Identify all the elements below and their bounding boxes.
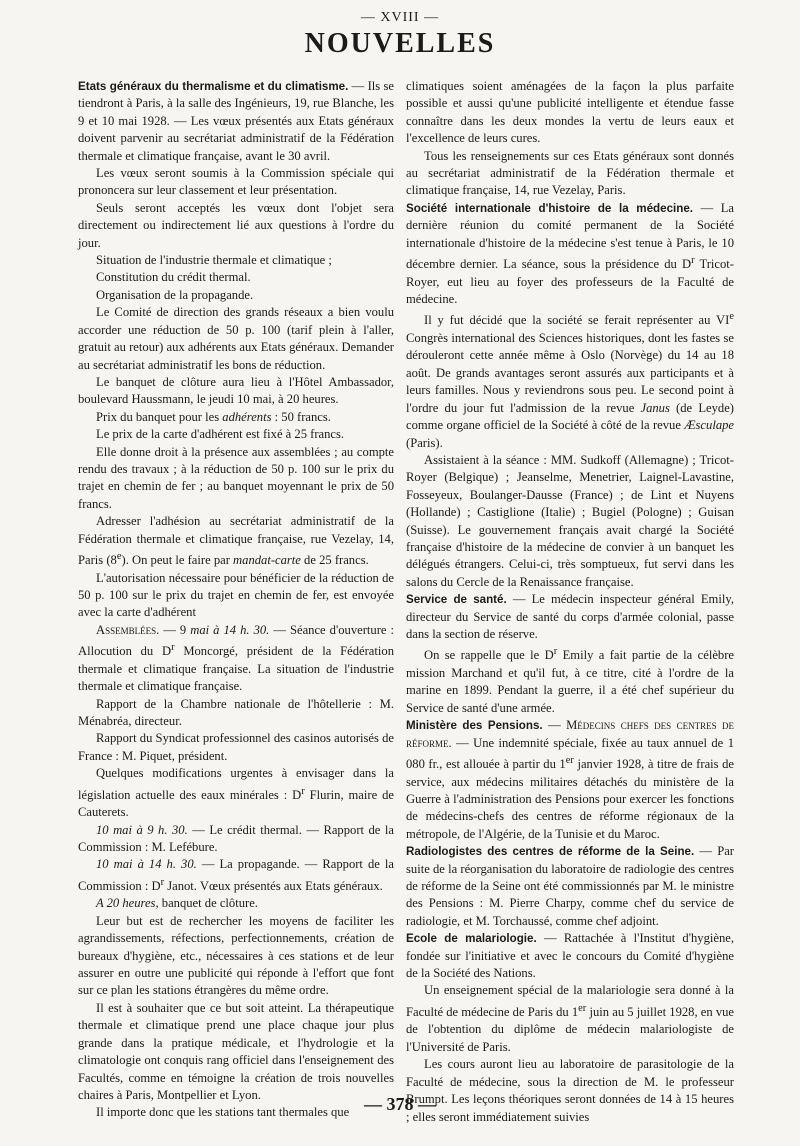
paragraph xyxy=(406,717,734,843)
text: — Le crédit thermal. — Rapport de la Commission : M. Lefébure. xyxy=(78,822,394,855)
text: Il y fut décidé que la société se ferait représenter au VI xyxy=(424,313,730,328)
paragraph: Seuls seront acceptés les vœux dont l'objet sera directement ou indirectement lié aux questions à l'ordre du jour. xyxy=(78,200,394,250)
text: Emily a fait partie de la célèbre mission Marchand et qu'il fut, à ce titre, cité à l'ordre de la marine en 1899. Pendant la guerre, il a été chef supérieur du Service de santé d'une armée. xyxy=(406,648,735,715)
agenda-item: Situation de l'industrie thermale et climatique ; xyxy=(96,253,332,268)
paragraph: Il est à souhaiter que ce but soit atteint. La thérapeutique thermale et climatique prend une place chaque jour plus grande dans la pratique médicale, et l'hydrologie et la climatologie ont conquis rang officiel dans l'enseignement des Facultés, comme en témoigne la création de trois nouvelles chaires à Paris, Montpellier et Lyon. xyxy=(78,1000,394,1102)
emphasis: A 20 heures, xyxy=(96,896,159,911)
paragraph: Tous les renseignements sur ces Etats généraux sont donnés au secrétariat administratif de la Fédération thermale et climatique française, 14, rue Vezelay, Paris. xyxy=(406,148,734,198)
emphasis: mandat-carte xyxy=(233,553,301,568)
emphasis: 10 mai à 14 h. 30. xyxy=(96,857,197,872)
section-title: Société internationale d'histoire de la médecine. xyxy=(406,201,694,215)
paragraph: Elle donne droit à la présence aux assemblées ; au compte rendu des travaux ; à la réduction de 50 p. 100 sur le prix du trajet en chemin de fer ; au banquet moyennant le prix de 50 francs. xyxy=(78,444,394,511)
paragraph: Rapport du Syndicat professionnel des casinos autorisés de France : M. Piquet, président. xyxy=(78,731,394,763)
paragraph xyxy=(406,843,734,930)
section-title: Ecole de malariologie. xyxy=(406,932,537,946)
paragraph: Le prix de la carte d'adhérent est fixé à 25 francs. xyxy=(96,427,345,442)
agenda-item: Organisation de la propagande. xyxy=(96,287,254,302)
superscript: er xyxy=(578,1002,587,1014)
paragraph-text: — Ils se tiendront à Paris, à la salle des Ingénieurs, 19, rue Blanche, les 9 et 10 mai 1928. — Les vœux présentés aux Etats généraux doivent parvenir au secrétariat administratif de la Fédération thermale et climatique française, avant le 30 avril. xyxy=(78,79,394,163)
right-column xyxy=(406,78,734,1126)
paragraph xyxy=(78,895,394,912)
small-caps-label: Médecins chefs des centres de réforme. xyxy=(406,718,735,750)
text: — La dernière réunion du comité permanent de la Société internationale d'histoire de la médecine s'est tenue à Paris, le 10 décembre dernier. La séance, sous la présidence du D xyxy=(406,200,734,272)
superscript: r xyxy=(553,646,558,658)
paragraph: Le banquet de clôture aura lieu à l'Hôtel Ambassador, boulevard Haussmann, le jeudi 10 mai, à 20 heures. xyxy=(78,374,394,407)
text: Janot. Vœux présentés aux Etats généraux. xyxy=(164,879,383,894)
text: : 50 francs. xyxy=(271,409,331,424)
small-caps-label: Assemblées. xyxy=(96,622,160,637)
text: — Séance d'ouverture : Allocution du D xyxy=(78,622,395,659)
text: Congrès international des Sciences historiques, dont les fastes se dérouleront cette année même à Oslo (Norvège) du 14 au 18 août. De grands avantages seront assurés aux participants et à leurs familles. Nous y reviendrons sous peu. Le second point à l'ordre du jour fut l'admission de la revue xyxy=(406,331,734,415)
text: Moncorgé, président de la Fédération thermale et climatique française. La situation de l'industrie thermale et climatique française. xyxy=(78,644,394,694)
paragraph xyxy=(78,856,394,895)
left-column xyxy=(78,78,394,1122)
text: (de Leyde) comme organe officiel de la Société à côté de la revue xyxy=(406,400,734,433)
text: ). On peut le faire par xyxy=(121,553,234,568)
text: Adresser l'adhésion au secrétariat administratif de la Fédération thermale et climatique française, rue Vezelay, 14, Paris (8 xyxy=(78,514,394,568)
paragraph xyxy=(78,409,394,426)
paragraph xyxy=(78,78,394,165)
paragraph xyxy=(406,982,734,1056)
emphasis: adhérents xyxy=(222,409,272,424)
paragraph xyxy=(406,643,734,717)
paragraph xyxy=(78,513,394,569)
paragraph xyxy=(406,591,734,643)
text: de 25 francs. xyxy=(300,553,369,568)
paragraph xyxy=(78,822,394,857)
text: On se rappelle que le D xyxy=(424,648,554,663)
page-title: NOUVELLES xyxy=(304,28,496,59)
superscript: r xyxy=(301,785,305,797)
page-number: — 378 — xyxy=(364,1094,436,1114)
superscript: r xyxy=(691,255,695,267)
text: Quelques modifications urgentes à envisager dans la législation actuelle des eaux minérales : D xyxy=(78,766,394,802)
text: Un enseignement spécial de la malariologie sera donné à la Faculté de médecine de Paris du 1 xyxy=(406,983,734,1020)
section-title: Radiologistes des centres de réforme de la Seine. xyxy=(406,845,695,859)
emphasis: Janus xyxy=(640,400,670,415)
paragraph xyxy=(78,765,394,821)
section-title: Service de santé. xyxy=(406,593,507,607)
paragraph xyxy=(406,308,734,451)
paragraph: Assistaient à la séance : MM. Sudkoff (Allemagne) ; Tricot-Royer (Belgique) ; Jeanselme, Menetrier, Laignel-Lavastine, Fosseyeux, Boulanger-Dausse (France) ; de Lint et Nuyens (Hollande) ; Castiglione (Italie) ; Bugiel (Pologne) ; Guisan (Suisse). Le gouvernement français avait chargé la Société française d'histoire de la médecine de convier à un banquet les délégués étrangers. Celui-ci, très somptueux, fut servi dans les salons du Cercle de la Renaissance française. xyxy=(406,452,734,589)
text: janvier 1928, à titre de frais de service, aux médecins militaires détachés du ministère de la Guerre à l'administration des Pensions pour exercer les fonctions de médecins-chefs des centres de réforme régionaux de la métropole, de l'Algérie, de la Tunisie et du Maroc. xyxy=(406,757,734,841)
text: — Une indemnité spéciale, fixée au taux annuel de 1 080 fr., est allouée à partir du 1 xyxy=(406,735,734,772)
roman-page-number: — XVIII — xyxy=(360,10,440,25)
text: (Paris). xyxy=(406,435,443,450)
paragraph xyxy=(406,930,734,982)
superscript: e xyxy=(729,311,734,323)
emphasis: 10 mai à 9 h. 30. xyxy=(96,822,188,837)
text: juin au 5 juillet 1928, en vue de l'obtention du diplôme de médecin malariologiste de l'Université de Paris. xyxy=(406,1005,734,1054)
text: — Par suite de la réorganisation du laboratoire de radiologie des centres de réforme de la Seine ont été commissionnés par M. le ministre des Pensions : M. Pierre Charpy, comme chef du service de radiologie, et M. Torchaussé, comme chef adjoint. xyxy=(406,844,735,928)
paragraph xyxy=(78,622,394,696)
text: — La propagande. — Rapport de la Commission : D xyxy=(78,857,394,894)
paragraph: Les cours auront lieu au laboratoire de parasitologie de la Faculté de médecine, sous la direction de M. le professeur Brumpt. Les leçons théoriques seront données de 14 à 15 heures ; elles seront immédiatement suivies xyxy=(406,1057,734,1124)
section-title: Ministère des Pensions. xyxy=(406,719,543,733)
text: — 9 xyxy=(159,622,191,637)
paragraph: climatiques soient aménagées de la façon la plus parfaite possible et aussi qu'une publicité intelligente et étendue fasse connaître dans les deux mondes la vertu de leurs eaux et l'excellence de leurs cures. xyxy=(406,79,734,146)
paragraph xyxy=(406,200,734,309)
superscript: e xyxy=(116,550,122,562)
text: — Rattachée à l'Institut d'hygiène, fondée sur l'initiative et avec le concours du Comité d'hygiène de la Société des Nations. xyxy=(406,931,734,981)
paragraph: Rapport de la Chambre nationale de l'hôtellerie : M. Ménabréa, directeur. xyxy=(78,696,394,728)
superscript: er xyxy=(565,755,574,766)
paragraph: Leur but est de rechercher les moyens de faciliter les agrandissements, réfections, perfectionnements, création de bureaux d'hygiène, etc., nécessaires à ces stations et de leur assurer en outre une publicité qui réponde à l'effort que font sur ce plan les stations étrangères du même ordre. xyxy=(78,913,394,998)
emphasis: mai à 14 h. 30. xyxy=(190,622,270,637)
paragraph: Le Comité de direction des grands réseaux a bien voulu accorder une réduction de 50 p. 100 (tarif plein à l'aller, gratuit au retour) aux adhérents aux Etats généraux. Demander au secrétariat administratif les bons de réduction. xyxy=(78,305,394,372)
superscript: r xyxy=(171,642,175,654)
paragraph: Les vœux seront soumis à la Commission spéciale qui prononcera sur leur classement et leur présentation. xyxy=(78,166,394,198)
paragraph: L'autorisation nécessaire pour bénéficier de la réduction de 50 p. 100 sur le prix du trajet en chemin de fer, est envoyée avec la carte d'adhérent xyxy=(78,570,394,620)
text: Flurin, maire de Cauterets. xyxy=(78,787,394,820)
text: — xyxy=(542,718,567,733)
text: banquet de clôture. xyxy=(158,896,258,911)
emphasis: Æsculape xyxy=(684,418,734,433)
agenda-item: Constitution du crédit thermal. xyxy=(96,270,251,285)
superscript: r xyxy=(160,876,165,888)
section-title: Etats généraux du thermalisme et du climatisme. xyxy=(78,80,349,93)
text: Tricot-Royer, eut lieu au foyer des professeurs de la Faculté de médecine. xyxy=(406,257,734,307)
text: Prix du banquet pour les xyxy=(96,409,223,424)
text: — Le médecin inspecteur général Emily, directeur du Service de santé du corps d'armée colonial, passe dans la section de réserve. xyxy=(406,592,734,641)
paragraph: Il importe donc que les stations tant thermales que xyxy=(96,1105,350,1120)
